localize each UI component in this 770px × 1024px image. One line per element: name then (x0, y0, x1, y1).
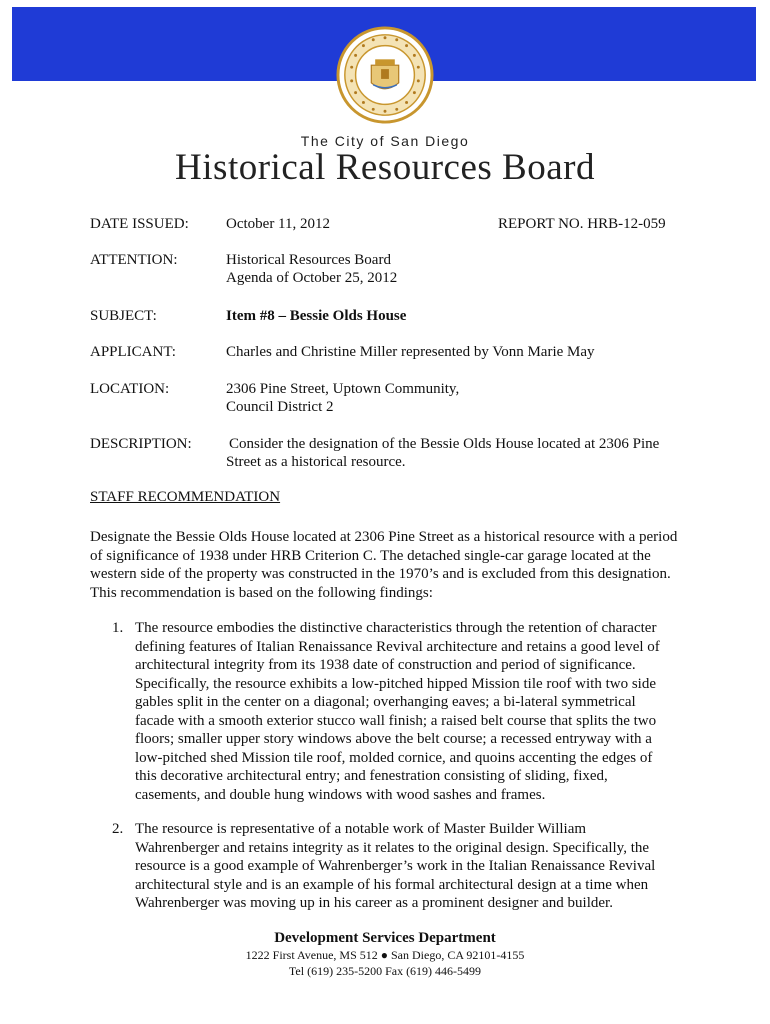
city-name-line: The City of San Diego (300, 133, 470, 149)
location-label: LOCATION: (90, 381, 170, 397)
finding-text: The resource embodies the distinctive characteristics through the retention of character defining features of Italian Renaissance Revival architecture and retains a good level of architectural integrity from its 1938 date of construction and period of significance. Specifically, the resource exhibits a low-pitched hipped Mission tile roof with two side gables split in the center on a diagonal; overhanging eaves; a bi-lateral symmetrical facade with a smooth exterior stucco wall finish; a raised belt course that splits the two floors; smaller upper story windows above the belt course; a recessed entryway with a low-pitched shed Mission tile roof, molded cornice, and quoins accenting the edges of this decorative architectural entry; and fenestration consisting of sliding, fixed, casements, and double hung windows with wood sashes and frames. (135, 620, 660, 803)
subject-value: Item #8 – Bessie Olds House (226, 308, 407, 324)
location-value-line1: 2306 Pine Street, Uptown Community, (226, 381, 460, 397)
board-title: Historical Resources Board (175, 147, 595, 188)
recommendation-paragraph: Designate the Bessie Olds House located at 2306 Pine Street as a historical resource with a period of significance of 1938 under HRB Criterion C. The detached single-car garage located at the western side of the property was constructed in the 1970’s and is excluded from this designation. This recommendation is based on the following findings: (90, 529, 678, 601)
footer-phone: Tel (619) 235-5200 Fax (619) 446-5499 (288, 964, 482, 978)
footer-department: Development Services Department (274, 930, 496, 946)
footer-address: 1222 First Avenue, MS 512 ● San Diego, CA 92101-4155 (245, 948, 525, 962)
finding-item-1 (112, 619, 672, 804)
finding-text: The resource is representative of a notable work of Master Builder William Wahrenberger and retains integrity as it relates to the original design. Specifically, the resource is a good example of Wahrenberger’s work in the Italian Renaissance Revival architectural style and is an example of his formal architectural design at a time when Wahrenberger was moving up in his career as a prominent designer and builder. (135, 821, 656, 911)
finding-item-2 (112, 820, 672, 913)
staff-recommendation-heading: STAFF RECOMMENDATION (90, 489, 281, 505)
description-value-line2: Street as a historical resource. (226, 454, 406, 470)
description-label: DESCRIPTION: (90, 436, 192, 452)
description-value-line1: Consider the designation of the Bessie Olds House located at 2306 Pine (229, 436, 660, 452)
attention-label: ATTENTION: (90, 252, 178, 268)
date-issued-label: DATE ISSUED: (90, 216, 189, 232)
finding-number: 1. (112, 620, 124, 636)
attention-value-line1: Historical Resources Board (226, 252, 391, 268)
subject-label: SUBJECT: (90, 308, 157, 324)
city-seal-icon (336, 26, 434, 124)
finding-number: 2. (112, 821, 124, 837)
applicant-label: APPLICANT: (90, 344, 176, 360)
location-value-line2: Council District 2 (226, 399, 334, 415)
attention-value-line2: Agenda of October 25, 2012 (226, 270, 398, 286)
report-number: REPORT NO. HRB-12-059 (498, 216, 666, 232)
date-issued-value: October 11, 2012 (226, 216, 331, 232)
applicant-value: Charles and Christine Miller represented by Vonn Marie May (226, 344, 595, 360)
